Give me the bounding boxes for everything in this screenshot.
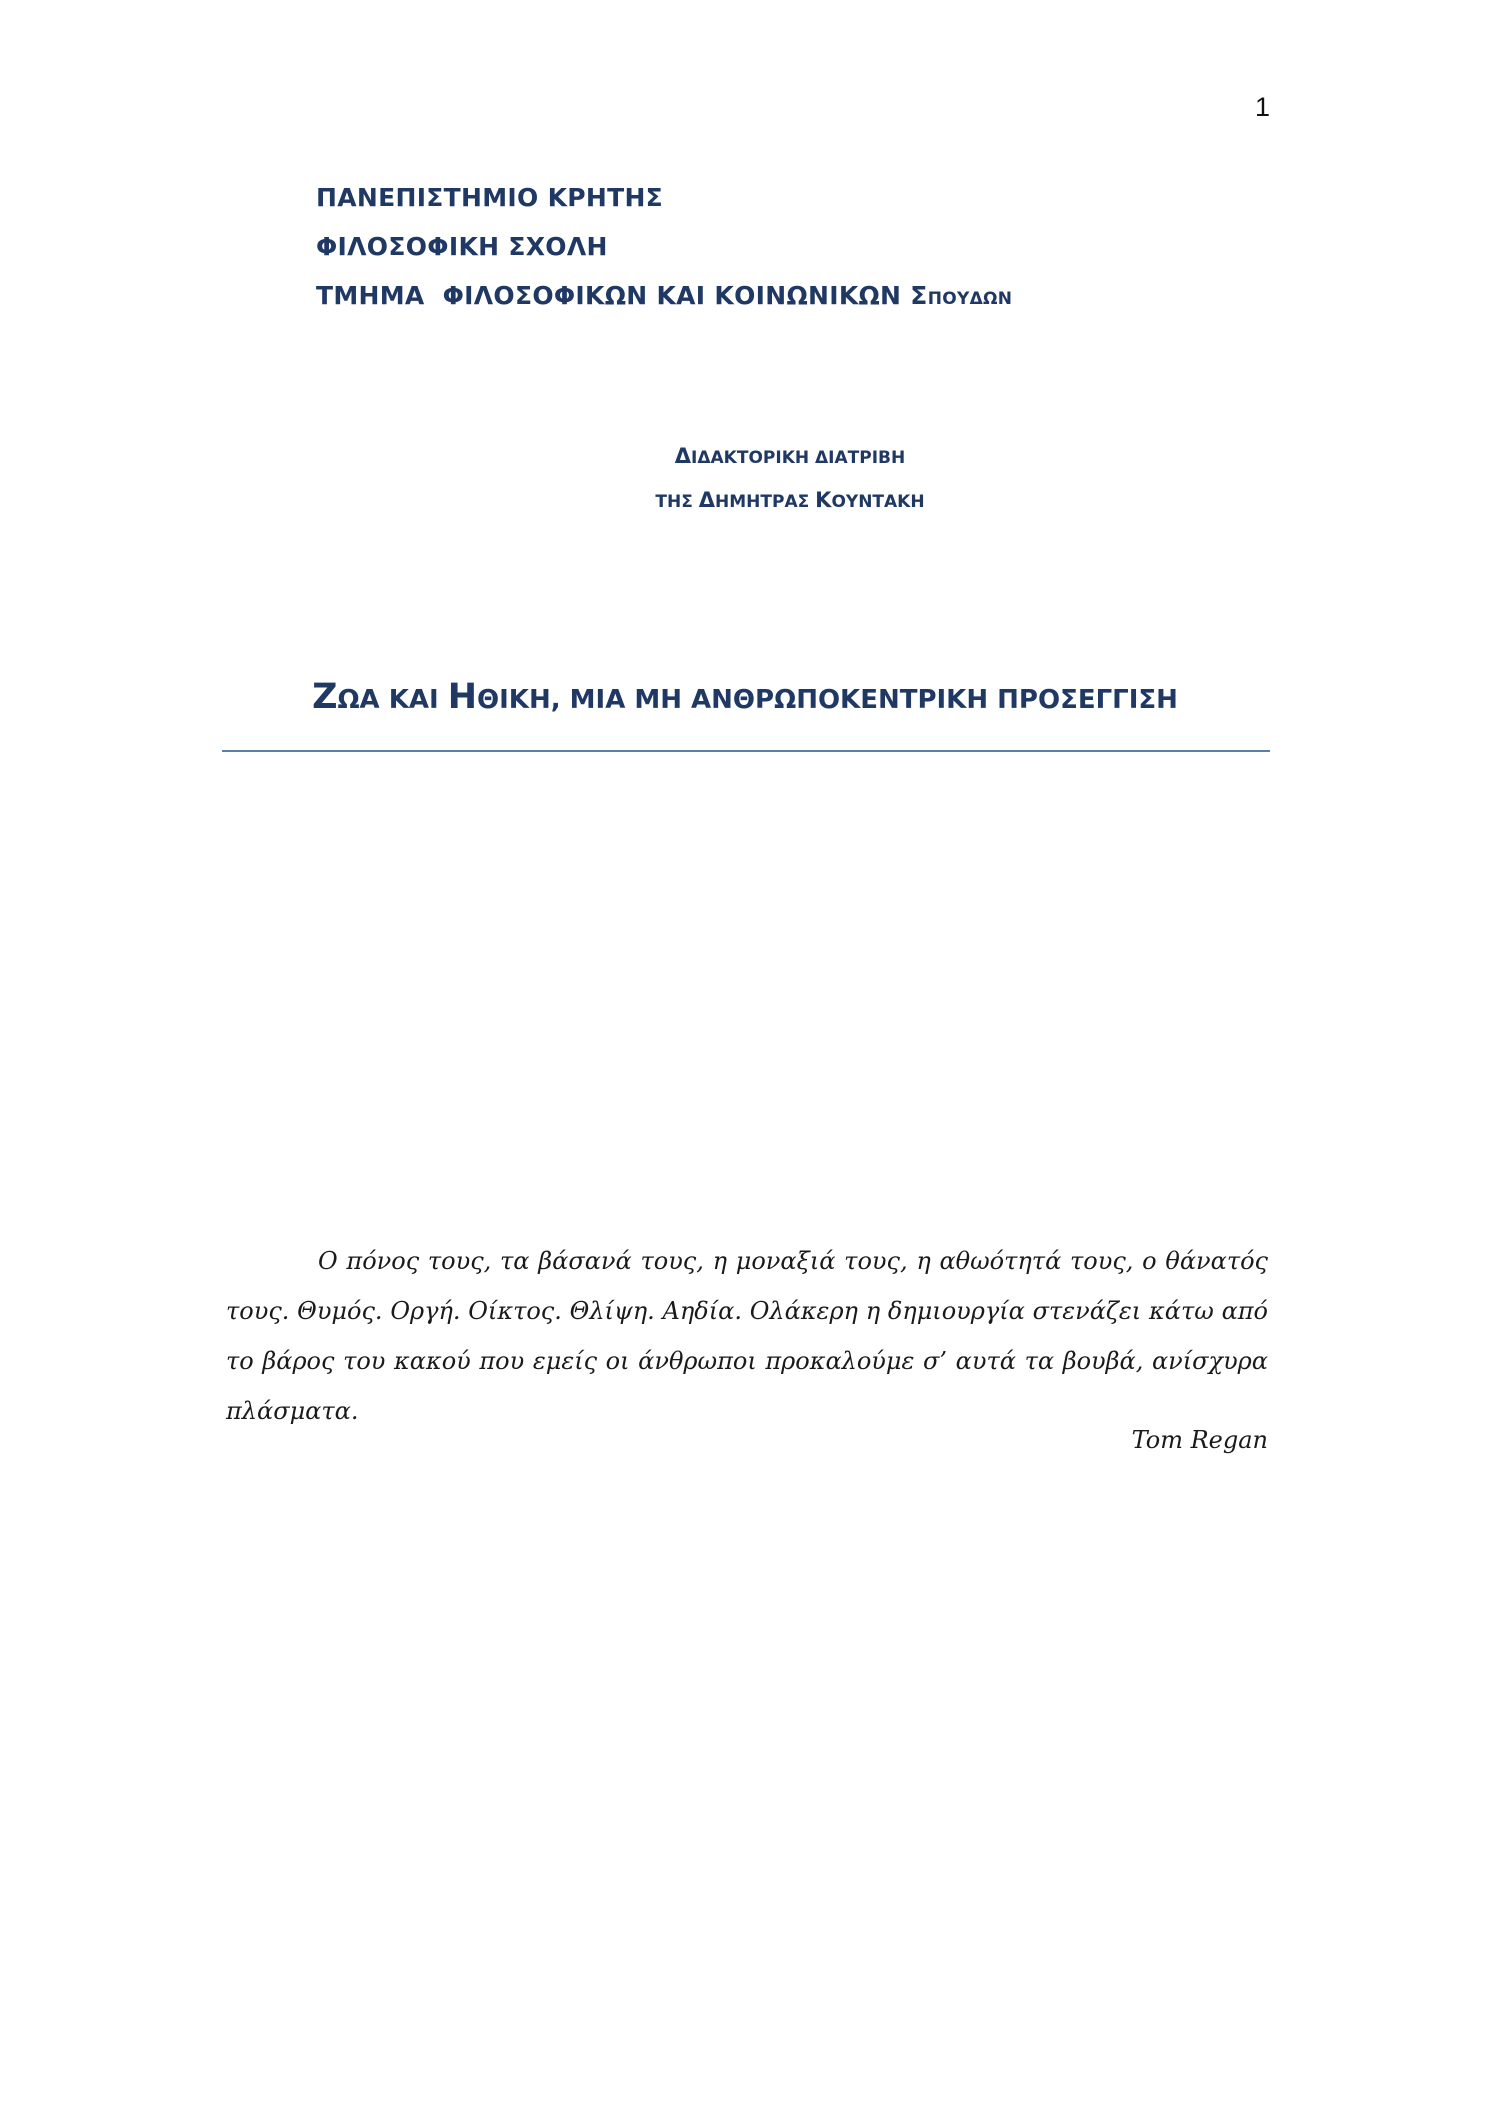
institution-header (316, 180, 1216, 327)
thesis-title-cap-2: Η (447, 677, 478, 717)
thesis-title-cap-1: Ζ (312, 677, 338, 717)
page-number: 1 (1255, 92, 1271, 122)
department-name-main: ΤΜΗΜΑ ΦΙΛΟΣΟΦΙΚΩΝ ΚΑΙ ΚΟΙΝΩΝΙΚΩΝ (316, 281, 911, 310)
thesis-title (222, 672, 1268, 725)
thesis-author-block (600, 441, 980, 529)
title-divider (222, 750, 1270, 752)
university-name: ΠΑΝΕΠΙΣΤΗΜΙΟ ΚΡΗΤΗΣ (316, 183, 664, 212)
department-name (316, 278, 1216, 327)
department-name-small: ΠΟΥΔΩΝ (927, 289, 1013, 309)
thesis-author-part-a: ΤΗΣ (655, 492, 699, 512)
thesis-type-cap: Δ (674, 444, 692, 468)
department-name-cap: Σ (910, 281, 928, 310)
thesis-author-cap-b: Κ (815, 488, 832, 512)
thesis-title-part-2: ΘΙΚΗ, ΜΙΑ ΜΗ ΑΝΘΡΩΠΟΚΕΝΤΡΙΚΗ ΠΡΟΣΕΓΓΙΣΗ (477, 685, 1178, 715)
thesis-author-part-c: ΟΥΝΤΑΚΗ (831, 492, 925, 512)
epigraph-author: Tom Regan (1131, 1426, 1268, 1454)
epigraph-quote: Ο πόνος τους, τα βάσανά τους, η μοναξιά τους, η αθωότητά τους, ο θάνατός τους. Θυμός. Οργή. Οίκτος. Θλίψη. Αηδία. Ολάκερη η δημιουργία στενάζει κάτω από το βάρος του κακού που εμείς οι άνθρωποι προκαλούμε σ’ αυτά τα βουβά, ανίσχυρα πλάσματα. (226, 1247, 1268, 1425)
thesis-author-cap-a: Δ (698, 488, 716, 512)
thesis-author (600, 485, 980, 529)
thesis-type-small: ΙΔΑΚΤΟΡΙΚΗ ΔΙΑΤΡΙΒΗ (691, 448, 906, 468)
thesis-author-part-b: ΗΜΗΤΡΑΣ (715, 492, 816, 512)
school-name: ΦΙΛΟΣΟΦΙΚΗ ΣΧΟΛΗ (316, 232, 608, 261)
thesis-type (600, 441, 980, 485)
thesis-title-part-1: ΩΑ ΚΑΙ (337, 685, 448, 715)
